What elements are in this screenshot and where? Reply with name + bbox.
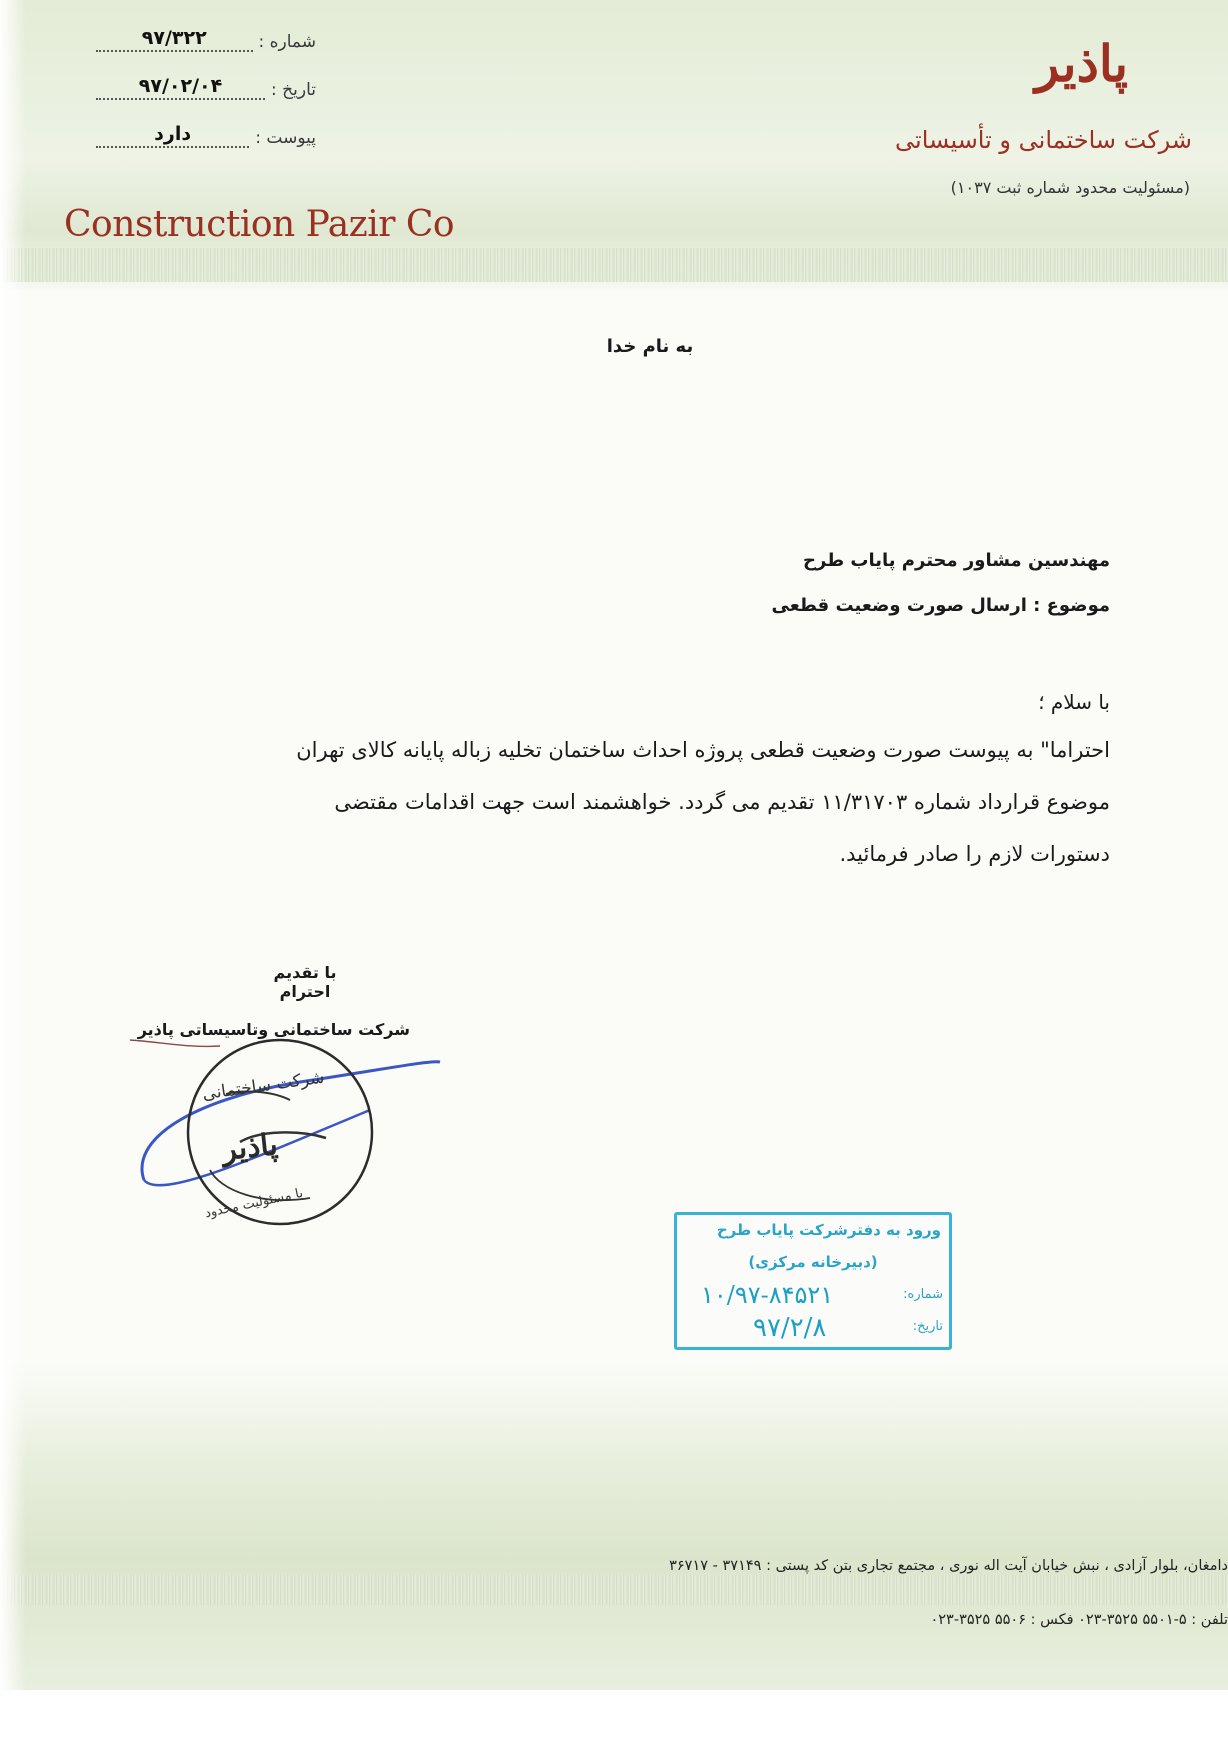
attachment-row [96, 120, 316, 148]
stamp-title: ورود به دفترشرکت پایاب طرح [716, 1221, 941, 1239]
seal-center-text: پاذیر [220, 1127, 280, 1168]
letter-date-label: تاریخ : [271, 80, 316, 100]
signature-mark [130, 1040, 440, 1185]
stamp-number-label: شماره: [903, 1287, 943, 1302]
stamp-subtitle: (دبیرخانه مرکزی) [748, 1253, 878, 1271]
company-subtitle: شرکت ساختمانی و تأسیساتی [895, 126, 1192, 154]
letter-number-row [96, 24, 316, 52]
stamp-number-value: ۱۰/۹۷-۸۴۵۲۱ [701, 1281, 834, 1309]
letter-greeting: با سلام ؛ [1038, 690, 1110, 714]
scan-edge [0, 0, 26, 1742]
seal-bottom-text: با مسئولیت محدود [203, 1185, 305, 1222]
body-line-3: دستورات لازم را صادر فرمائید. [839, 842, 1110, 866]
body-line-1: احتراما" به پیوست صورت وضعیت قطعی پروژه احداث ساختمان تخلیه زباله پایانه کالای تهران [296, 738, 1110, 762]
attachment-value: دارد [96, 123, 249, 148]
stamp-date-value: ۹۷/۲/۸ [753, 1313, 827, 1343]
letter-number-value: ۹۷/۳۲۲ [96, 27, 253, 52]
body-line-2: موضوع قرارداد شماره ۱۱/۳۱۷۰۳ تقدیم می گردد. خواهشمند است جهت اقدامات مقتضی [334, 790, 1110, 814]
letter-closing: با تقدیم احترام [273, 963, 337, 1001]
letter-number-label: شماره : [258, 32, 316, 52]
signature-company: شرکت ساختمانی وتاسیساتی پاذیر [137, 1020, 410, 1039]
received-stamp [674, 1212, 952, 1350]
company-latin-name: Construction Pazir Co [64, 204, 455, 245]
letter-invocation: به نام خدا [606, 336, 694, 357]
footer-background [0, 1360, 1228, 1690]
company-seal [130, 1030, 460, 1260]
attachment-label: پیوست : [255, 128, 316, 148]
footer-stripe [0, 1575, 1228, 1605]
letter-date-row [96, 72, 316, 100]
letter-recipient: مهندسین مشاور محترم پایاب طرح [803, 550, 1110, 571]
footer-phone: تلفن : ۵-۵۵۰۱ ۳۵۲۵-۰۲۳ فکس : ۵۵۰۶ ۳۵۲۵-۰۲۳ [930, 1612, 1228, 1628]
company-logo-name: پاذیر [1035, 34, 1128, 93]
footer-address: دامغان، بلوار آزادی ، نبش خیابان آیت اله نوری ، مجتمع تجاری بتن کد پستی : ۳۷۱۴۹ - ۳۶۷۱۷ [669, 1558, 1228, 1574]
seal-top-text: شرکت ساختمانی [201, 1067, 326, 1105]
company-registration: (مسئولیت محدود شماره ثبت ۱۰۳۷) [950, 178, 1190, 197]
bottom-margin [0, 1690, 1228, 1742]
letter-date-value: ۹۷/۰۲/۰۴ [96, 75, 265, 100]
letter-subject: موضوع : ارسال صورت وضعیت قطعی [771, 595, 1110, 616]
header-stripe [0, 248, 1228, 282]
stamp-date-label: تاریخ: [912, 1319, 943, 1334]
